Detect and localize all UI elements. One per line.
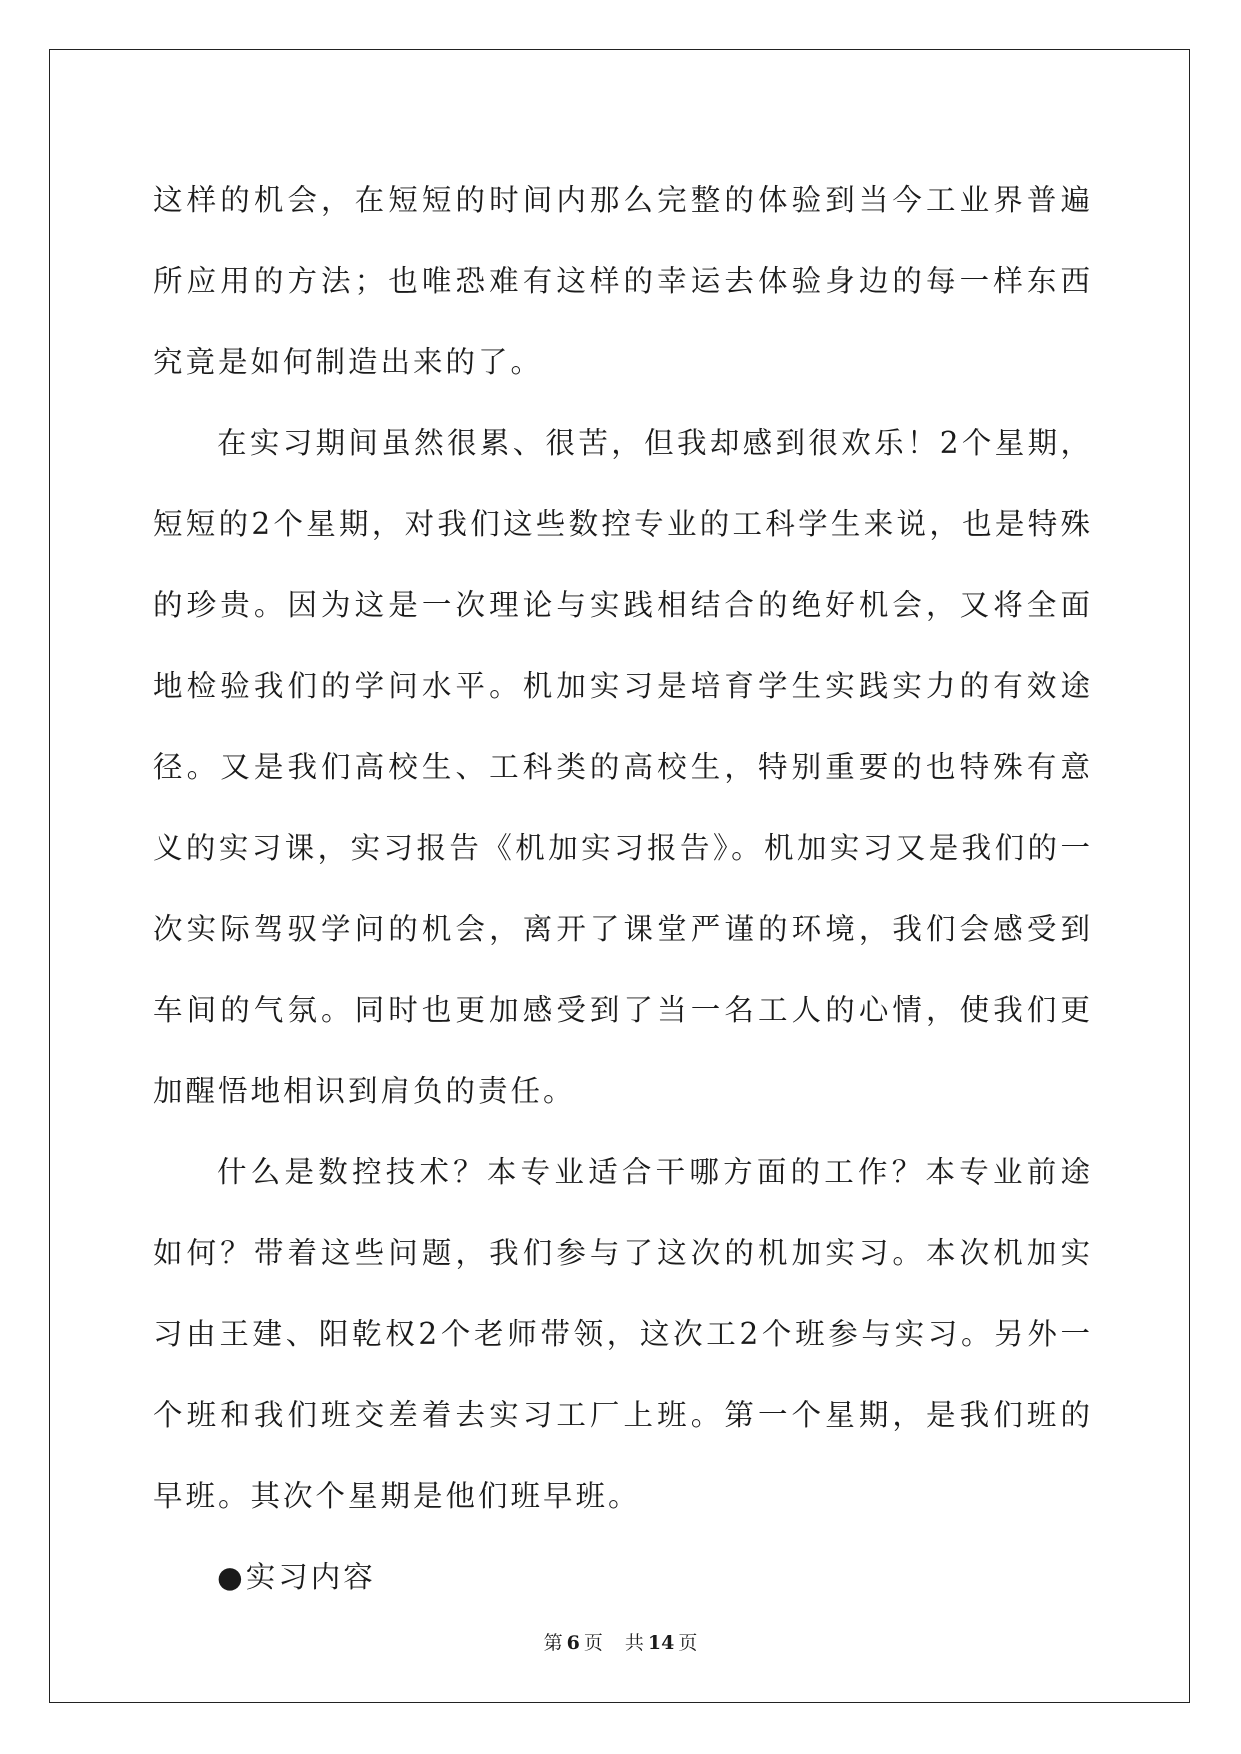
footer-page-number: 6 bbox=[566, 1632, 580, 1654]
footer-page-suffix: 页 bbox=[583, 1632, 603, 1654]
footer-prefix: 第 bbox=[543, 1632, 563, 1654]
footer-total-suffix: 页 bbox=[678, 1632, 698, 1654]
footer-total-prefix: 共 bbox=[624, 1632, 644, 1654]
document-body bbox=[153, 160, 1093, 1618]
paragraph-3: 什么是数控技术？本专业适合干哪方面的工作？本专业前途如何？带着这些问题，我们参与了这次的机加实习。本次机加实习由王建、阳乾权2个老师带领，这次工2个班参与实习。另外一个班和我们班交差着去实习工厂上班。第一个星期，是我们班的早班。其次个星期是他们班早班。 bbox=[153, 1155, 1093, 1513]
paragraph-1: 这样的机会，在短短的时间内那么完整的体验到当今工业界普遍所应用的方法；也唯恐难有这样的幸运去体验身边的每一样东西究竟是如何制造出来的了。 bbox=[153, 183, 1093, 379]
paragraph-2: 在实习期间虽然很累、很苦，但我却感到很欢乐！2个星期，短短的2个星期，对我们这些数控专业的工科学生来说，也是特殊的珍贵。因为这是一次理论与实践相结合的绝好机会，又将全面地检验我们的学问水平。机加实习是培育学生实践实力的有效途径。又是我们高校生、工科类的高校生，特别重要的也特殊有意义的实习课，实习报告《机加实习报告》。机加实习又是我们的一次实际驾驭学问的机会，离开了课堂严谨的环境，我们会感受到车间的气氛。同时也更加感受到了当一名工人的心情，使我们更加醒悟地相识到肩负的责任。 bbox=[153, 426, 1093, 1108]
section-heading-internship-content: ●实习内容 bbox=[217, 1560, 376, 1594]
footer-total-pages: 14 bbox=[647, 1632, 675, 1654]
page-footer bbox=[0, 1628, 1241, 1655]
